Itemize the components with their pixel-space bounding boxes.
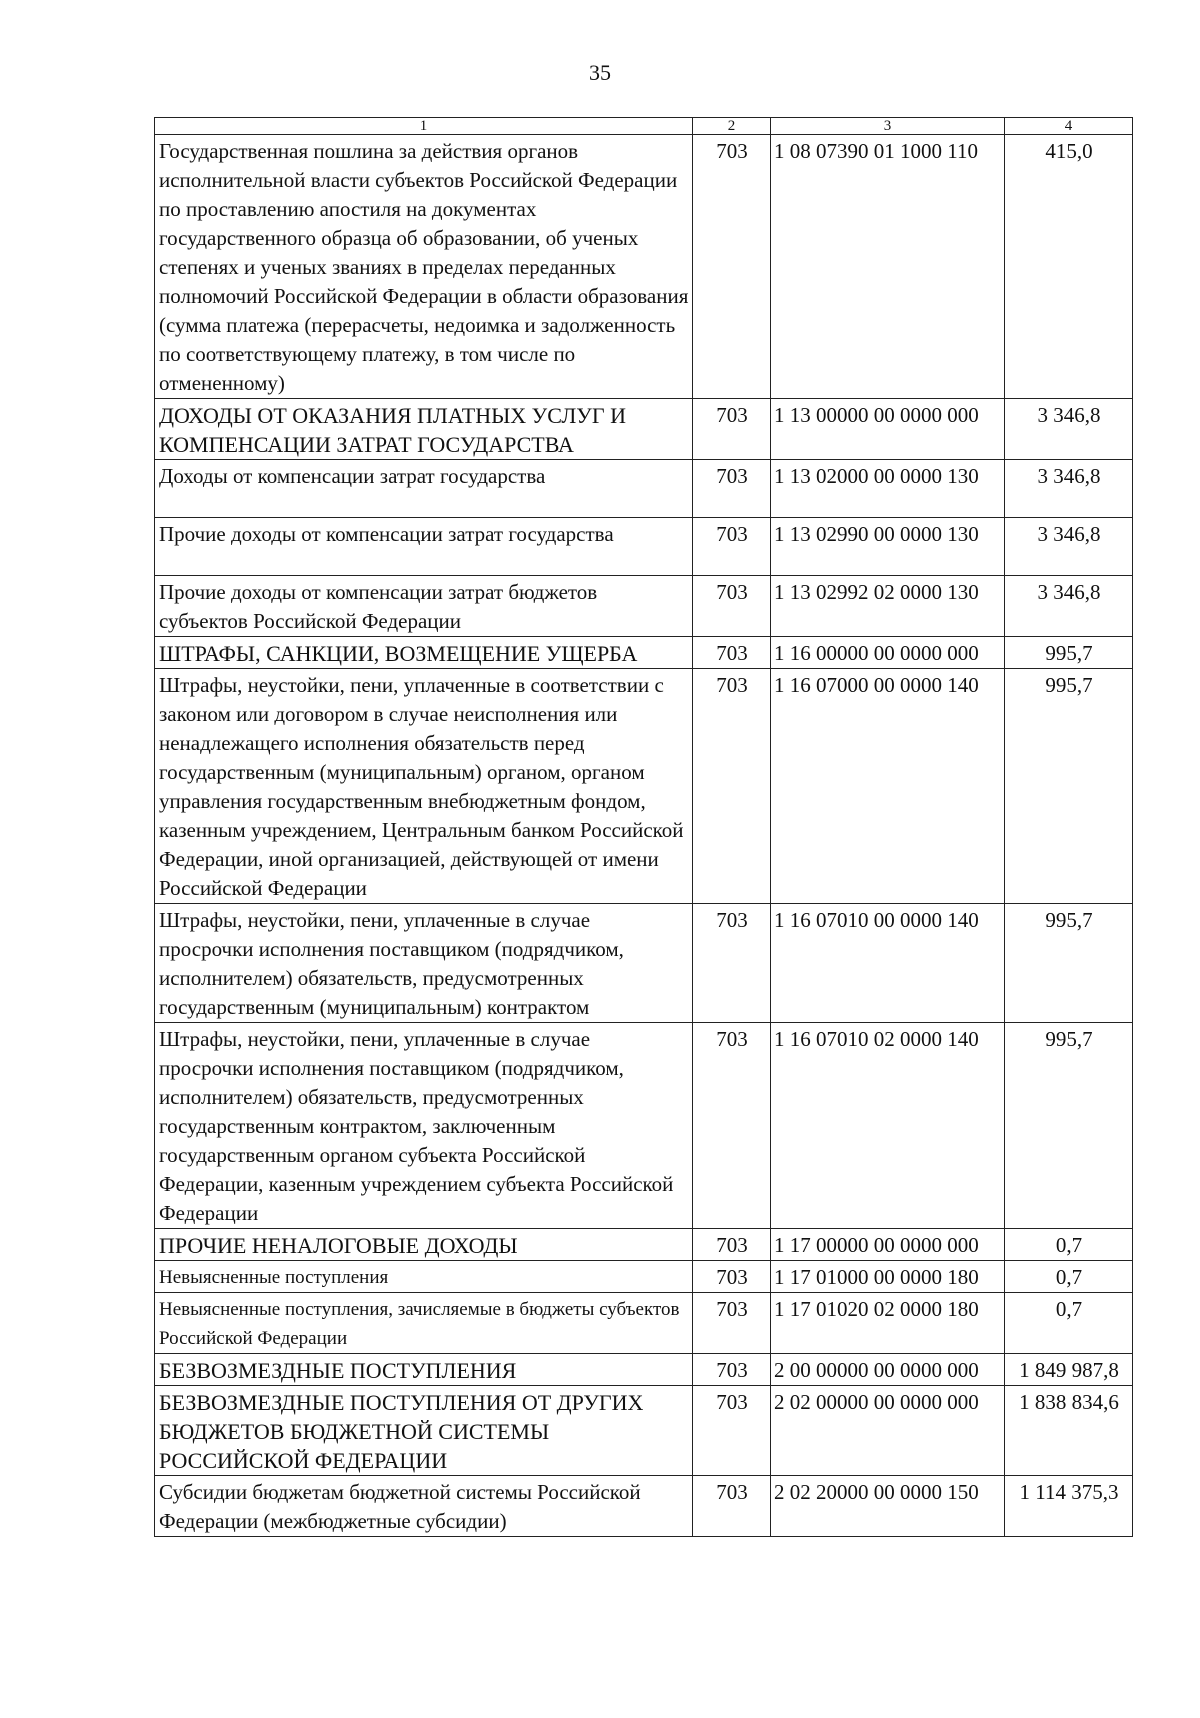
row-admin-code-cell: 703 <box>693 1476 771 1537</box>
row-name-cell: Штрафы, неустойки, пени, уплаченные в случае просрочки исполнения поставщиком (подрядчиком, исполнителем) обязательств, предусмотренных государственным контрактом, заключенным государственным органом субъекта Российской Федерации, казенным учреждением субъекта Российской Федерации <box>155 1023 693 1229</box>
row-amount-cell: 0,7 <box>1005 1293 1133 1354</box>
row-amount-cell: 1 838 834,6 <box>1005 1386 1133 1476</box>
table-row <box>155 518 1133 576</box>
table-row <box>155 904 1133 1023</box>
table-row <box>155 399 1133 460</box>
row-amount-cell: 0,7 <box>1005 1229 1133 1261</box>
row-amount-cell: 1 114 375,3 <box>1005 1476 1133 1537</box>
row-amount-cell: 3 346,8 <box>1005 518 1133 576</box>
column-number-row <box>155 118 1133 135</box>
row-name-cell: Невыясненные поступления <box>155 1261 693 1293</box>
column-number-3: 3 <box>771 118 1005 135</box>
row-amount-cell: 3 346,8 <box>1005 576 1133 637</box>
row-classification-code-cell: 2 02 00000 00 0000 000 <box>771 1386 1005 1476</box>
row-name-cell: БЕЗВОЗМЕЗДНЫЕ ПОСТУПЛЕНИЯ <box>155 1354 693 1386</box>
table-row <box>155 1023 1133 1229</box>
table-row <box>155 135 1133 399</box>
row-admin-code-cell: 703 <box>693 669 771 904</box>
table-row <box>155 1229 1133 1261</box>
row-admin-code-cell: 703 <box>693 576 771 637</box>
row-admin-code-cell: 703 <box>693 1354 771 1386</box>
row-name-cell: Государственная пошлина за действия органов исполнительной власти субъектов Российской Федерации по проставлению апостиля на документах государственного образца об образовании, об ученых степенях и ученых званиях в пределах переданных полномочий Российской Федерации в области образования (сумма платежа (перерасчеты, недоимка и задолженность по соответствующему платежу, в том числе по отмененному) <box>155 135 693 399</box>
row-classification-code-cell: 1 17 01020 02 0000 180 <box>771 1293 1005 1354</box>
row-name-cell: Прочие доходы от компенсации затрат государства <box>155 518 693 576</box>
row-classification-code-cell: 2 00 00000 00 0000 000 <box>771 1354 1005 1386</box>
table-row <box>155 1354 1133 1386</box>
table-row <box>155 1261 1133 1293</box>
row-name-cell: Штрафы, неустойки, пени, уплаченные в соответствии с законом или договором в случае неисполнения или ненадлежащего исполнения обязательств перед государственным (муниципальным) органом, органом управления государственным внебюджетным фондом, казенным учреждением, Центральным банком Российской Федерации, иной организацией, действующей от имени Российской Федерации <box>155 669 693 904</box>
row-classification-code-cell: 1 16 07000 00 0000 140 <box>771 669 1005 904</box>
row-admin-code-cell: 703 <box>693 460 771 518</box>
row-name-cell: Прочие доходы от компенсации затрат бюджетов субъектов Российской Федерации <box>155 576 693 637</box>
table-row <box>155 669 1133 904</box>
row-classification-code-cell: 2 02 20000 00 0000 150 <box>771 1476 1005 1537</box>
table-row <box>155 460 1133 518</box>
row-classification-code-cell: 1 13 02000 00 0000 130 <box>771 460 1005 518</box>
row-admin-code-cell: 703 <box>693 904 771 1023</box>
row-amount-cell: 0,7 <box>1005 1261 1133 1293</box>
row-admin-code-cell: 703 <box>693 1261 771 1293</box>
page-number: 35 <box>589 60 611 85</box>
row-amount-cell: 995,7 <box>1005 1023 1133 1229</box>
row-admin-code-cell: 703 <box>693 518 771 576</box>
row-name-cell: Невыясненные поступления, зачисляемые в бюджеты субъектов Российской Федерации <box>155 1293 693 1354</box>
row-amount-cell: 415,0 <box>1005 135 1133 399</box>
row-admin-code-cell: 703 <box>693 1386 771 1476</box>
row-amount-cell: 3 346,8 <box>1005 460 1133 518</box>
row-name-cell: Доходы от компенсации затрат государства <box>155 460 693 518</box>
row-name-cell: ДОХОДЫ ОТ ОКАЗАНИЯ ПЛАТНЫХ УСЛУГ И КОМПЕНСАЦИИ ЗАТРАТ ГОСУДАРСТВА <box>155 399 693 460</box>
table-row <box>155 1476 1133 1537</box>
column-number-4: 4 <box>1005 118 1133 135</box>
column-number-1: 1 <box>155 118 693 135</box>
table-row <box>155 1386 1133 1476</box>
row-classification-code-cell: 1 17 01000 00 0000 180 <box>771 1261 1005 1293</box>
column-number-2: 2 <box>693 118 771 135</box>
row-classification-code-cell: 1 13 02992 02 0000 130 <box>771 576 1005 637</box>
row-classification-code-cell: 1 13 02990 00 0000 130 <box>771 518 1005 576</box>
row-name-cell: ПРОЧИЕ НЕНАЛОГОВЫЕ ДОХОДЫ <box>155 1229 693 1261</box>
row-admin-code-cell: 703 <box>693 1229 771 1261</box>
row-name-cell: ШТРАФЫ, САНКЦИИ, ВОЗМЕЩЕНИЕ УЩЕРБА <box>155 637 693 669</box>
revenue-table <box>154 117 1133 1537</box>
row-admin-code-cell: 703 <box>693 1293 771 1354</box>
table-row <box>155 637 1133 669</box>
row-classification-code-cell: 1 08 07390 01 1000 110 <box>771 135 1005 399</box>
row-name-cell: БЕЗВОЗМЕЗДНЫЕ ПОСТУПЛЕНИЯ ОТ ДРУГИХ БЮДЖЕТОВ БЮДЖЕТНОЙ СИСТЕМЫ РОССИЙСКОЙ ФЕДЕРАЦИИ <box>155 1386 693 1476</box>
table-row <box>155 1293 1133 1354</box>
table-row <box>155 576 1133 637</box>
row-classification-code-cell: 1 13 00000 00 0000 000 <box>771 399 1005 460</box>
row-amount-cell: 995,7 <box>1005 669 1133 904</box>
row-classification-code-cell: 1 16 07010 02 0000 140 <box>771 1023 1005 1229</box>
row-amount-cell: 995,7 <box>1005 904 1133 1023</box>
row-classification-code-cell: 1 16 07010 00 0000 140 <box>771 904 1005 1023</box>
row-amount-cell: 3 346,8 <box>1005 399 1133 460</box>
row-amount-cell: 995,7 <box>1005 637 1133 669</box>
row-admin-code-cell: 703 <box>693 637 771 669</box>
row-admin-code-cell: 703 <box>693 1023 771 1229</box>
row-classification-code-cell: 1 17 00000 00 0000 000 <box>771 1229 1005 1261</box>
row-name-cell: Субсидии бюджетам бюджетной системы Российской Федерации (межбюджетные субсидии) <box>155 1476 693 1537</box>
row-admin-code-cell: 703 <box>693 399 771 460</box>
row-admin-code-cell: 703 <box>693 135 771 399</box>
row-classification-code-cell: 1 16 00000 00 0000 000 <box>771 637 1005 669</box>
row-amount-cell: 1 849 987,8 <box>1005 1354 1133 1386</box>
row-name-cell: Штрафы, неустойки, пени, уплаченные в случае просрочки исполнения поставщиком (подрядчиком, исполнителем) обязательств, предусмотренных государственным (муниципальным) контрактом <box>155 904 693 1023</box>
